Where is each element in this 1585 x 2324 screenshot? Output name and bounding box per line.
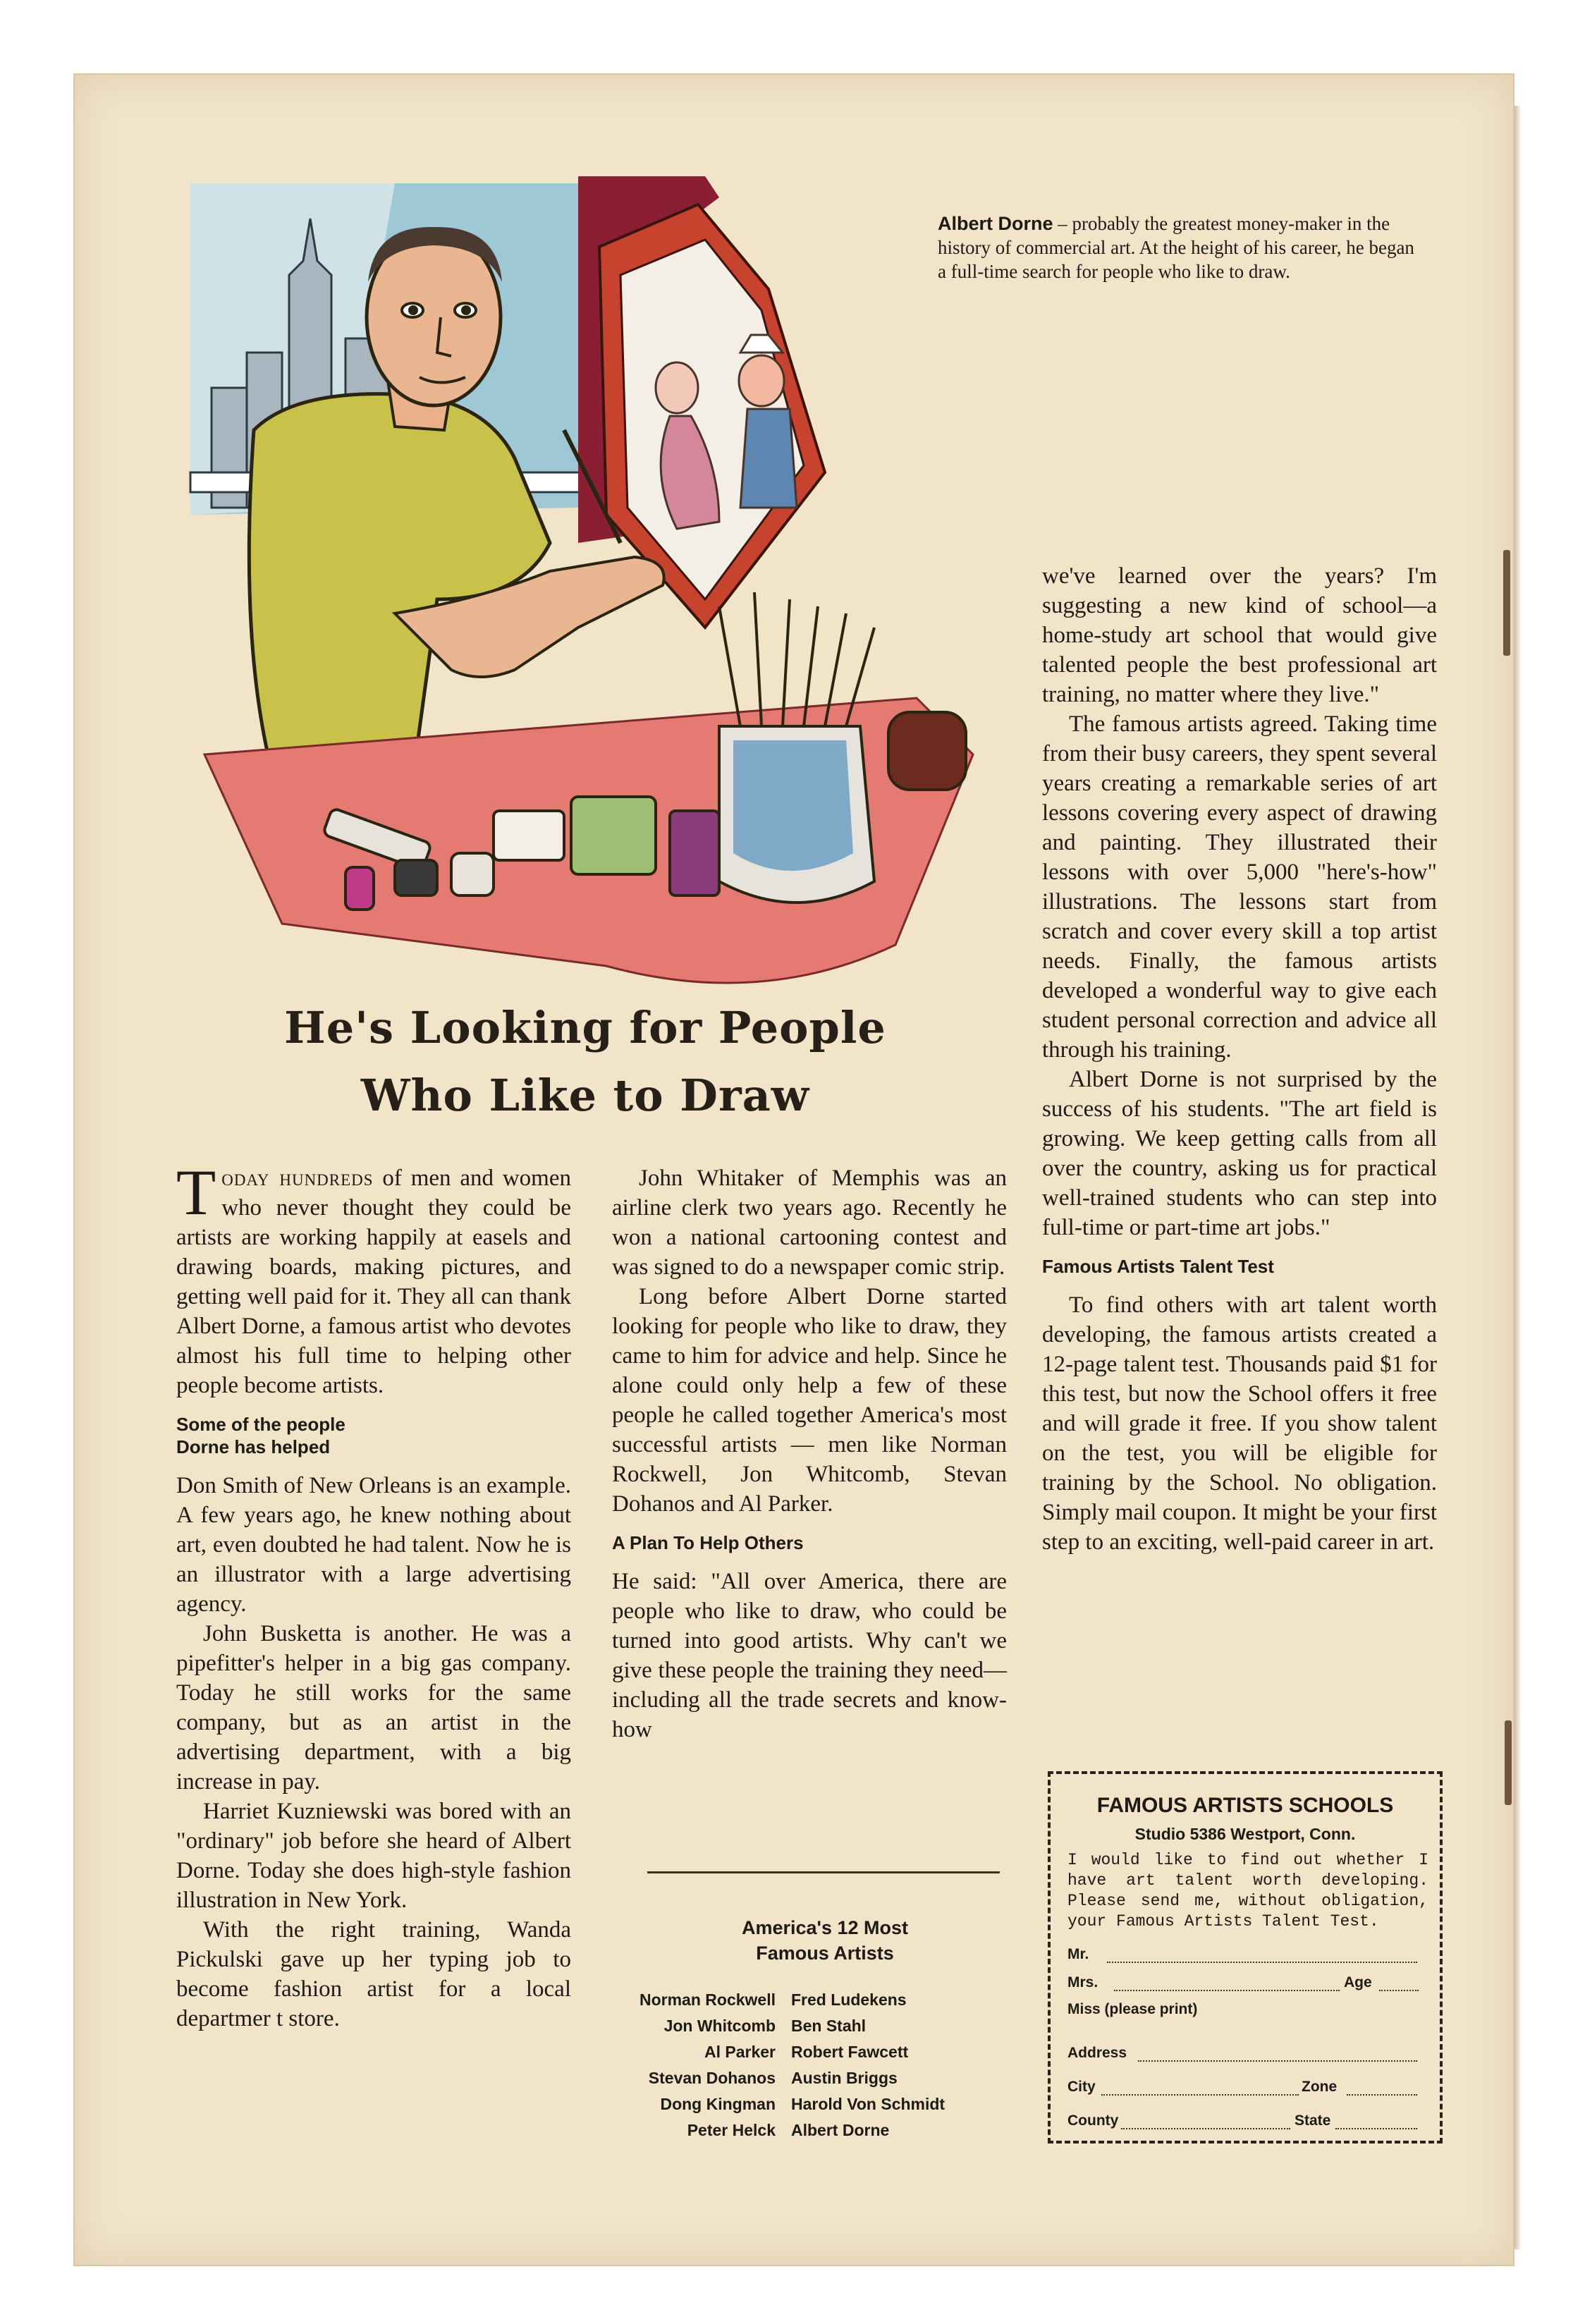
coupon-mr-line[interactable] — [1107, 1962, 1417, 1963]
subhead-plan: A Plan To Help Others — [612, 1532, 804, 1553]
coupon-address-label: Address — [1067, 2045, 1127, 2061]
man-shirt — [249, 394, 550, 754]
col3-paragraph-2: The famous artists agreed. Taking time from their busy careers, they spent several years creating a remarkable series of art lessons covering every aspect of drawing and painting. They illustrated their lessons with over 5,000 "here's-how" illustrations. The lessons start from scratch and cover every skill a top artist needs. Finally, the famous artists developed a wonderful way to give each student personal correction and advice all through his training. — [1042, 711, 1437, 1063]
artist-name: Jon Whitcomb — [663, 2017, 776, 2035]
col2-paragraph-2: Long before Albert Dorne started looking for people who like to draw, they came to him for advice and help. Since he alone could only help a few of these people he called together America's most successful artists — men like Norman Rockwell, Jon Whitcomb, Stevan Dohanos and Al Parker. — [612, 1284, 1007, 1517]
subhead-talent-test: Famous Artists Talent Test — [1042, 1256, 1274, 1277]
coupon-title: FAMOUS ARTISTS SCHOOLS — [1096, 1794, 1394, 1817]
mail-in-coupon[interactable] — [1048, 1771, 1443, 2143]
col3-paragraph-1: we've learned over the years? I'm suggesting a new kind of school—a home-study art school that would give talented people the best professional art training, no matter where they live." — [1042, 563, 1437, 707]
subhead-line-1: Some of the people — [176, 1414, 345, 1435]
column-right — [1042, 561, 1437, 1557]
coupon-mr-label: Mr. — [1067, 1946, 1089, 1962]
subhead-line-2: Dorne has helped — [176, 1436, 331, 1457]
coupon-state-label: State — [1295, 2112, 1331, 2129]
col1-paragraph-5: With the right training, Wanda Pickulski gave up her typing job to become fashion artist for a local departmer t store. — [176, 1917, 571, 2031]
brush-jar — [719, 592, 874, 903]
coupon-studio: Studio 5386 Westport, Conn. — [1134, 1825, 1356, 1843]
coupon-address-line[interactable] — [1138, 2060, 1417, 2062]
famous-title-line-2: Famous Artists — [756, 1943, 894, 1964]
coupon-mrs-label: Mrs. — [1067, 1974, 1099, 1990]
artist-name: Al Parker — [704, 2043, 776, 2061]
col1-paragraph-1 — [176, 1156, 571, 1400]
coupon-state-line[interactable] — [1335, 2128, 1417, 2129]
lead-small-caps: oday hundreds — [221, 1166, 374, 1191]
famous-artists-list — [599, 1987, 1051, 2143]
drop-cap: T — [176, 1156, 216, 1228]
spine-crease-top — [1503, 550, 1510, 656]
col1-paragraph-2: Don Smith of New Orleans is an example. A few years ago, he knew nothing about art, even doubted he had talent. Now he is an illustrator with a large advertising agency. — [176, 1473, 571, 1617]
col1-paragraph-4: Harriet Kuzniewski was bored with an "ordinary" job before she heard of Albert Dorne. Today she does high-style fashion illustration in New York. — [176, 1799, 571, 1913]
headline-line-2: Who Like to Draw — [360, 1070, 810, 1121]
divider-rule — [647, 1871, 1000, 1873]
artist-name: Austin Briggs — [791, 2069, 898, 2087]
col1-paragraph-3: John Busketta is another. He was a pipefitter's helper in a big gas company. Today he still works for the same company, but as an artist in the advertising department, with a big increase in pay. — [176, 1621, 571, 1794]
column-left — [176, 1156, 571, 2034]
artist-name: Ben Stahl — [791, 2017, 867, 2035]
column-middle — [612, 1163, 1007, 1744]
page-edge-shadow — [1514, 106, 1522, 2249]
page-headline — [176, 994, 994, 1130]
artist-name: Peter Helck — [687, 2121, 776, 2139]
coupon-mrs-line[interactable] — [1114, 1990, 1340, 1991]
col3-paragraph-4: To find others with art talent worth developing, the famous artists created a 12-page talent test. Thousands paid $1 for this test, but now the School offers it free and will grade it free. If you show talent on the test, you will be eligible for training by the School. No obligation. Simply mail coupon. It might be your first step to an exciting, well-paid career in art. — [1042, 1292, 1437, 1555]
artist-name: Harold Von Schmidt — [791, 2095, 946, 2113]
caption-text: – probably the greatest money-maker in the history of commercial art. At the height of his career, he began a full-time search for people who like to draw. — [938, 213, 1414, 282]
coupon-age-line[interactable] — [1379, 1990, 1419, 1991]
artist-name: Albert Dorne — [791, 2121, 890, 2139]
coupon-county-label: County — [1067, 2112, 1119, 2129]
famous-artists-title — [635, 1915, 1015, 1966]
coupon-body: I would like to find out whether I have art talent worth developing. Please send me, without obligation, your Famous Artists Talent Test. — [1067, 1851, 1428, 1931]
spine-crease-bottom — [1505, 1720, 1512, 1805]
artist-name: Robert Fawcett — [791, 2043, 909, 2061]
illustration-caption — [938, 212, 1417, 283]
headline-line-1: He's Looking for People — [284, 1002, 886, 1053]
col3-paragraph-3: Albert Dorne is not surprised by the success of his students. "The art field is growing. We keep getting calls from all over the country, asking us for practical well-trained students who can step into full-time or part-time art jobs." — [1042, 1067, 1437, 1240]
artist-name: Norman Rockwell — [639, 1990, 776, 2009]
artist-name: Stevan Dohanos — [648, 2069, 776, 2087]
artist-name: Dong Kingman — [660, 2095, 776, 2113]
coupon-city-label: City — [1067, 2079, 1096, 2095]
artist-name: Fred Ludekens — [791, 1990, 907, 2009]
coupon-zone-label: Zone — [1302, 2079, 1338, 2095]
col2-paragraph-3: He said: "All over America, there are people who like to draw, who could be turned into good artists. Why can't we give these people the training they need—including all the trade secrets and know-how — [612, 1569, 1007, 1742]
caption-name: Albert Dorne — [938, 213, 1053, 234]
coupon-miss-label: Miss (please print) — [1067, 2001, 1198, 2017]
col1-paragraph-1-text: of men and women who never thought they could be artists are working happily at easels and drawing boards, making pictures, and getting well paid for it. They all can thank Albert Dorne, a famous artist who devotes almost his full time to helping other people become artists. — [176, 1166, 571, 1398]
coupon-county-line[interactable] — [1121, 2128, 1290, 2129]
coupon-city-line[interactable] — [1101, 2094, 1299, 2096]
coupon-zone-line[interactable] — [1347, 2094, 1417, 2096]
coupon-age-label: Age — [1344, 1974, 1372, 1990]
col2-paragraph-1: John Whitaker of Memphis was an airline clerk two years ago. Recently he won a national cartooning contest and was signed to do a newspaper comic strip. — [612, 1166, 1007, 1280]
albert-dorne-illustration — [183, 176, 1041, 1008]
famous-title-line-1: America's 12 Most — [741, 1917, 909, 1938]
subhead-people-helped — [176, 1413, 571, 1458]
